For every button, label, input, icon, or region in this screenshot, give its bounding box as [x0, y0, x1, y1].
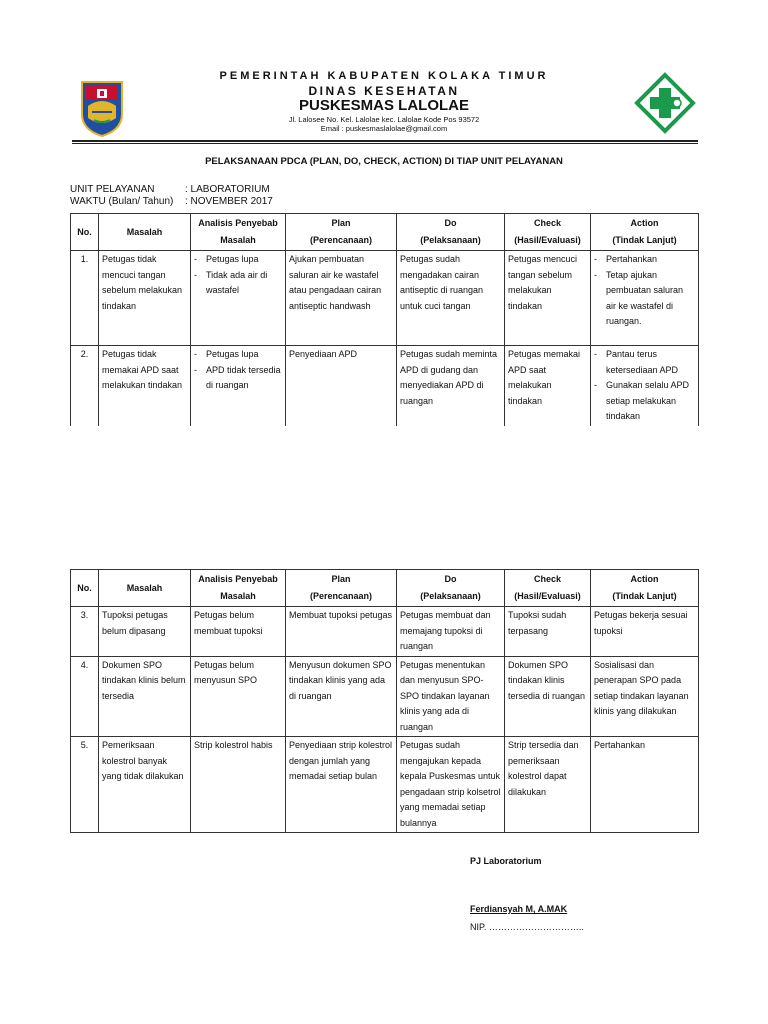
header-institution: PUSKESMAS LALOLAE — [298, 97, 469, 114]
row-action-list — [594, 252, 695, 330]
meta-period-value: : NOVEMBER 2017 — [185, 196, 273, 207]
row-action: Sosialisasi dan penerapan SPO pada setiap tindakan layanan klinis yang dilakukan — [591, 656, 699, 737]
row-no: 2. — [71, 346, 99, 426]
list-item: - Gunakan selalu APD setiap melakukan tindakan — [594, 378, 695, 425]
header-email: Email : puskesmaslalolae@gmail.com — [320, 124, 448, 133]
table-header-row — [71, 214, 699, 251]
row-action-list — [594, 347, 695, 425]
table-row — [71, 737, 699, 833]
row-action — [591, 346, 699, 426]
row-action: Pertahankan — [591, 737, 699, 833]
col-analisis: Analisis Penyebab Masalah — [191, 214, 286, 251]
row-no: 1. — [71, 251, 99, 346]
row-no: 5. — [71, 737, 99, 833]
meta-unit-label: UNIT PELAYANAN — [70, 184, 155, 195]
letterhead-rule — [72, 140, 698, 142]
list-item: - Tetap ajukan pembuatan saluran air ke wastafel di ruangan. — [594, 268, 695, 330]
row-analisis-list — [194, 347, 282, 394]
row-analisis: Petugas belum menyusun SPO — [191, 656, 286, 737]
col-no: No. — [71, 214, 99, 251]
row-plan: Penyediaan APD — [286, 346, 397, 426]
col-masalah: Masalah — [99, 214, 191, 251]
row-analisis — [191, 346, 286, 426]
col-check: Check (Hasil/Evaluasi) — [505, 570, 591, 607]
list-item: - Pantau terus ketersediaan APD — [594, 347, 695, 378]
row-plan: Membuat tupoksi petugas — [286, 607, 397, 657]
row-do: Petugas sudah mengadakan cairan antiseptic di ruangan untuk cuci tangan — [397, 251, 505, 346]
col-do: Do (Pelaksanaan) — [397, 214, 505, 251]
list-item: - Tidak ada air di wastafel — [194, 268, 282, 299]
row-masalah: Dokumen SPO tindakan klinis belum tersedia — [99, 656, 191, 737]
row-check: Petugas mencuci tangan sebelum melakukan tindakan — [505, 251, 591, 346]
col-action: Action (Tindak Lanjut) — [591, 570, 699, 607]
row-do: Petugas sudah meminta APD di gudang dan menyediakan APD di ruangan — [397, 346, 505, 426]
row-analisis — [191, 251, 286, 346]
row-analisis: Strip kolestrol habis — [191, 737, 286, 833]
puskesmas-logo-icon — [633, 72, 697, 134]
row-plan: Ajukan pembuatan saluran air ke wastafel atau pengadaan cairan antiseptic handwash — [286, 251, 397, 346]
table-row — [71, 346, 699, 426]
row-check: Petugas memakai APD saat melakukan tindakan — [505, 346, 591, 426]
document-title: PELAKSANAAN PDCA (PLAN, DO, CHECK, ACTION) DI TIAP UNIT PELAYANAN — [205, 156, 563, 167]
row-analisis: Petugas belum membuat tupoksi — [191, 607, 286, 657]
table-row — [71, 656, 699, 737]
row-action: Petugas bekerja sesuai tupoksi — [591, 607, 699, 657]
table-row — [71, 251, 699, 346]
row-analisis-list — [194, 252, 282, 299]
col-do: Do (Pelaksanaan) — [397, 570, 505, 607]
table-header-row — [71, 570, 699, 607]
header-government: PEMERINTAH KABUPATEN KOLAKA TIMUR — [219, 70, 549, 82]
col-check: Check (Hasil/Evaluasi) — [505, 214, 591, 251]
row-no: 3. — [71, 607, 99, 657]
row-do: Petugas menentukan dan menyusun SPO-SPO tindakan layanan klinis yang ada di ruangan — [397, 656, 505, 737]
row-do: Petugas sudah mengajukan kepada kepala Puskesmas untuk pengadaan strip kolsetrol yang memadai setiap bulannya — [397, 737, 505, 833]
pdca-table-1 — [70, 213, 699, 426]
row-masalah: Tupoksi petugas belum dipasang — [99, 607, 191, 657]
col-no: No. — [71, 570, 99, 607]
row-check: Strip tersedia dan pemeriksaan kolestrol dapat dilakukan — [505, 737, 591, 833]
list-item: - Petugas lupa — [194, 252, 282, 268]
col-action: Action (Tindak Lanjut) — [591, 214, 699, 251]
row-plan: Penyediaan strip kolestrol dengan jumlah yang memadai setiap bulan — [286, 737, 397, 833]
list-item: - Petugas lupa — [194, 347, 282, 363]
row-plan: Menyusun dokumen SPO tindakan klinis yang ada di ruangan — [286, 656, 397, 737]
col-plan: Plan (Perencanaan) — [286, 214, 397, 251]
row-no: 4. — [71, 656, 99, 737]
col-plan: Plan (Perencanaan) — [286, 570, 397, 607]
row-masalah: Petugas tidak mencuci tangan sebelum melakukan tindakan — [99, 251, 191, 346]
list-item: - APD tidak tersedia di ruangan — [194, 363, 282, 394]
list-item: - Pertahankan — [594, 252, 695, 268]
letterhead-rule-thin — [72, 143, 698, 144]
row-do: Petugas membuat dan memajang tupoksi di ruangan — [397, 607, 505, 657]
signature-name: Ferdiansyah M, A.MAK — [470, 904, 568, 914]
row-masalah: Pemeriksaan kolestrol banyak yang tidak dilakukan — [99, 737, 191, 833]
col-analisis: Analisis Penyebab Masalah — [191, 570, 286, 607]
header-department: DINAS KESEHATAN — [308, 84, 460, 98]
meta-period-label: WAKTU (Bulan/ Tahun) — [70, 196, 174, 207]
signature-nip: NIP. ………………………….. — [470, 922, 584, 932]
row-check: Tupoksi sudah terpasang — [505, 607, 591, 657]
pdca-table-2 — [70, 569, 699, 833]
signature-role: PJ Laboratorium — [470, 856, 542, 866]
col-masalah: Masalah — [99, 570, 191, 607]
meta-unit-value: : LABORATORIUM — [185, 184, 270, 195]
row-action — [591, 251, 699, 346]
table-row — [71, 607, 699, 657]
row-masalah: Petugas tidak memakai APD saat melakukan tindakan — [99, 346, 191, 426]
row-check: Dokumen SPO tindakan klinis tersedia di ruangan — [505, 656, 591, 737]
header-address: Jl. Lalosee No. Kel. Lalolae kec. Lalolae Kode Pos 93572 — [288, 115, 480, 124]
